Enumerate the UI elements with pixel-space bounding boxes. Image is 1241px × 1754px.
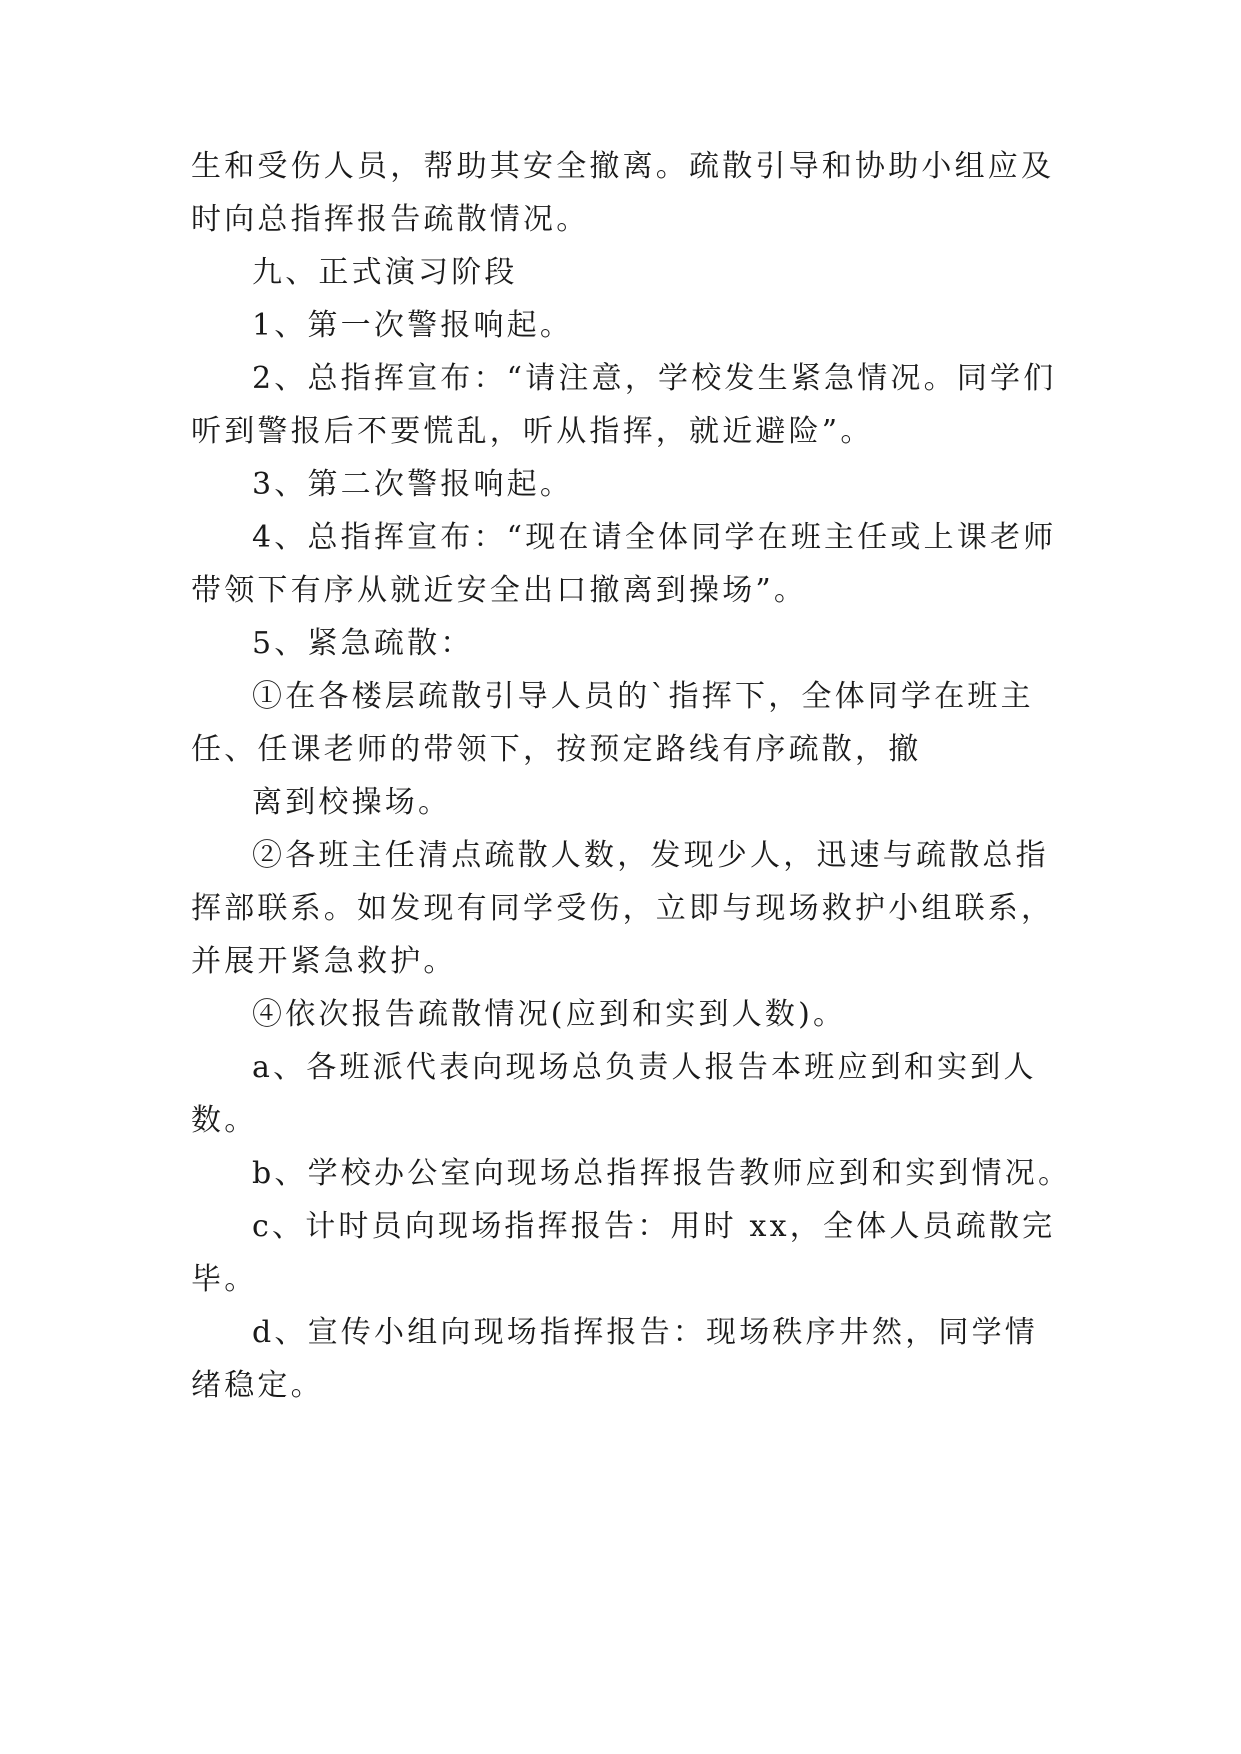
paragraph-line: d、宣传小组向现场指挥报告：现场秩序井然，同学情 [252, 1315, 1039, 1350]
paragraph-line: ④依次报告疏散情况(应到和实到人数)。 [252, 997, 847, 1032]
paragraph-line: 3、第二次警报响起。 [252, 467, 574, 502]
paragraph-line: c、计时员向现场指挥报告：用时 xx，全体人员疏散完 [252, 1209, 1056, 1244]
paragraph-line: 并展开紧急救护。 [191, 944, 457, 979]
paragraph-line: 离到校操场。 [252, 785, 452, 820]
paragraph-line: a、各班派代表向现场总负责人报告本班应到和实到人 [252, 1050, 1037, 1085]
paragraph-line: ①在各楼层疏散引导人员的`指挥下，全体同学在班主 [252, 679, 1034, 714]
paragraph-line: 生和受伤人员，帮助其安全撤离。疏散引导和协助小组应及 [191, 149, 1055, 184]
paragraph-line: 绪稳定。 [191, 1368, 324, 1403]
paragraph-line: ②各班主任清点疏散人数，发现少人，迅速与疏散总指 [252, 838, 1049, 873]
paragraph-line: 听到警报后不要慌乱，听从指挥，就近避险”。 [191, 414, 874, 449]
paragraph-line: 5、紧急疏散： [252, 626, 474, 661]
paragraph-line: 数。 [191, 1103, 258, 1138]
paragraph-line: 2、总指挥宣布：“请注意，学校发生紧急情况。同学们 [252, 361, 1057, 396]
paragraph-line: 时向总指挥报告疏散情况。 [191, 202, 590, 237]
paragraph-line: 带领下有序从就近安全出口撤离到操场”。 [191, 573, 808, 608]
paragraph-line: 任、任课老师的带领下，按预定路线有序疏散，撤 [191, 732, 922, 767]
paragraph-line: 挥部联系。如发现有同学受伤，立即与现场救护小组联系， [191, 891, 1055, 926]
paragraph-line: 4、总指挥宣布：“现在请全体同学在班主任或上课老师 [252, 520, 1057, 555]
paragraph-line: 1、第一次警报响起。 [252, 308, 574, 343]
section-heading: 九、正式演习阶段 [252, 255, 518, 290]
paragraph-line: b、学校办公室向现场总指挥报告教师应到和实到情况。 [252, 1156, 1072, 1191]
paragraph-line: 毕。 [191, 1262, 258, 1297]
